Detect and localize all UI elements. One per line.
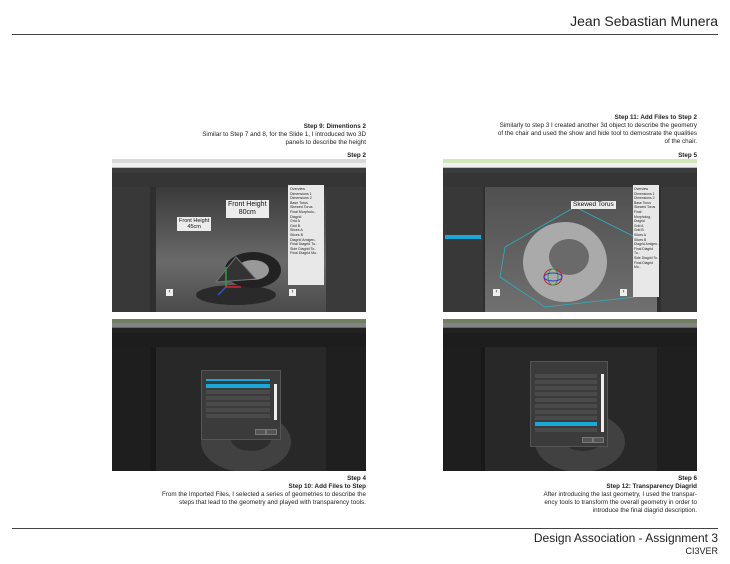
file-row[interactable]: [535, 386, 597, 390]
steps-menu-item[interactable]: Final Diagrid Tu..: [634, 246, 654, 256]
screenshot-step4: [112, 319, 366, 471]
file-row[interactable]: [535, 392, 597, 396]
3d-viewport[interactable]: [485, 187, 657, 312]
file-row[interactable]: [535, 410, 597, 414]
screenshot-step5: [443, 159, 697, 312]
steps-menu-item[interactable]: Skewed Torus: [634, 205, 656, 210]
step9-line1: Similar to Step 7 and 8, for the Slide 1, I introduced two 3D: [202, 131, 366, 138]
steps-menu-item[interactable]: Final Diagrid Mo..: [634, 260, 654, 270]
steps-menu-item[interactable]: Diagrid Amigen..: [634, 242, 659, 247]
screenshot-step2: [112, 159, 366, 312]
steps-menu-item[interactable]: Slices A: [290, 228, 303, 233]
properties-panel: [661, 187, 697, 312]
steps-menu-item[interactable]: Base Torus: [290, 200, 308, 205]
file-row[interactable]: [535, 428, 597, 432]
steps-menu-item[interactable]: Final Diagrid Tu..: [290, 242, 318, 247]
dialog-ok-button[interactable]: [582, 437, 593, 443]
step11-line1: Similarly to step 3 I created another 3d object to describe the geometry: [499, 122, 697, 129]
file-row[interactable]: [535, 416, 597, 420]
steps-menu-item[interactable]: Slices A: [634, 232, 647, 237]
footer-divider: [12, 528, 718, 529]
step12-title: Step 12: Transparency Diagrid: [606, 483, 697, 490]
steps-menu-item[interactable]: Skewed Torus: [290, 205, 313, 210]
steps-menu-item[interactable]: Diagrid: [634, 219, 645, 224]
properties-panel: [326, 187, 366, 312]
step12-caption: [470, 483, 697, 515]
step9-label: Step 2: [347, 152, 366, 159]
app-toolbar: [112, 173, 366, 187]
dialog-cancel-button[interactable]: [593, 437, 604, 443]
file-row[interactable]: [535, 380, 597, 384]
steps-menu-item[interactable]: Final Morpholo..: [290, 209, 316, 214]
file-row-selected[interactable]: [206, 384, 270, 388]
steps-menu-item[interactable]: Slices B: [634, 237, 647, 242]
front-height-80-tag: Front Height 80cm: [228, 201, 267, 216]
step11-label: Step 5: [678, 152, 697, 159]
steps-menu-item[interactable]: Slices B: [290, 232, 303, 237]
steps-menu-item[interactable]: Grid B: [290, 223, 301, 228]
selected-layer[interactable]: [445, 235, 481, 239]
left-sidebar: [112, 187, 150, 312]
next-step-button[interactable]: ›: [620, 289, 627, 296]
step10-line1: From the Imported Files, I selected a series of geometries to describe the: [161, 491, 366, 498]
dialog-progress: [206, 379, 270, 381]
footer-title: Design Association - Assignment 3: [533, 531, 718, 545]
steps-menu-item[interactable]: Side Diagrid To..: [634, 255, 659, 260]
step9-line2: panels to describe the height: [285, 139, 366, 146]
steps-menu-item[interactable]: Overview: [290, 187, 305, 191]
step11-line3: of the chair.: [664, 138, 697, 145]
file-row[interactable]: [535, 404, 597, 408]
screenshot-step6: [443, 319, 697, 471]
step12-label: Step 6: [678, 475, 697, 482]
step12-line1: After introducing the last geometry, I used the transpar-: [543, 491, 697, 498]
dialog-cancel-button[interactable]: [266, 429, 277, 435]
step9-title: Step 9: Dimentions 2: [303, 123, 366, 130]
steps-menu-item[interactable]: Grid A: [634, 223, 644, 228]
step10-title: Step 10: Add Files to Step: [288, 483, 366, 490]
step10-label: Step 4: [347, 475, 366, 482]
steps-menu-item[interactable]: Final Diagrid Mo..: [290, 251, 319, 256]
step11-title: Step 11: Add Files to Step 2: [614, 114, 697, 121]
step11-caption: [420, 114, 697, 146]
file-row[interactable]: [206, 402, 270, 406]
steps-menu-item[interactable]: Overview: [634, 187, 649, 191]
file-row[interactable]: [206, 396, 270, 400]
left-sidebar: [443, 187, 483, 312]
step10-caption: [112, 483, 366, 507]
file-row-selected[interactable]: [535, 422, 597, 426]
steps-menu-item[interactable]: Side Diagrid To..: [290, 246, 317, 251]
steps-menu-item[interactable]: Dimensions 2: [290, 196, 312, 201]
step11-line2: of the chair and used the show and hide tool to demostrate the qualities: [497, 130, 697, 137]
steps-menu-item[interactable]: Dimensions 2: [634, 196, 655, 201]
file-row[interactable]: [535, 398, 597, 402]
file-row[interactable]: [206, 414, 270, 418]
file-row[interactable]: [206, 408, 270, 412]
steps-menu: [633, 185, 659, 297]
step10-line2: steps that lead to the geometry and played with transparency tools.: [179, 499, 366, 506]
dialog-scrollbar[interactable]: [274, 384, 277, 420]
add-files-dialog[interactable]: [201, 370, 281, 440]
steps-menu-item[interactable]: Diagrid Amigen..: [290, 237, 317, 242]
skewed-torus-tag: Skewed Torus: [573, 201, 614, 208]
front-height-45-tag: Front Height 45cm: [179, 218, 210, 230]
steps-menu-item[interactable]: Dimensions 1: [634, 191, 655, 196]
file-row[interactable]: [535, 374, 597, 378]
steps-menu: [288, 185, 324, 285]
steps-menu-item[interactable]: Grid A: [290, 219, 300, 224]
footer-subtitle: CI3VER: [685, 546, 718, 556]
file-row[interactable]: [206, 390, 270, 394]
step12-line2: ency tools to transform the overall geometry in order to: [544, 499, 697, 506]
steps-menu-item[interactable]: Final Morpholog..: [634, 209, 652, 219]
dialog-scrollbar[interactable]: [601, 374, 604, 432]
header-divider: [12, 34, 718, 35]
steps-menu-list: [290, 187, 322, 256]
prev-step-button[interactable]: ‹: [166, 289, 173, 296]
steps-menu-list: [634, 187, 659, 270]
steps-menu-item[interactable]: Base Torus: [634, 200, 651, 205]
steps-menu-item[interactable]: Diagrid: [290, 214, 302, 219]
step9-caption: [150, 123, 366, 147]
author-name: Jean Sebastian Munera: [570, 13, 718, 29]
steps-menu-item[interactable]: Grid B: [634, 228, 644, 233]
steps-menu-item[interactable]: Dimensions 1: [290, 191, 312, 196]
step12-line3: introduce the final diagrid description.: [592, 507, 697, 514]
prev-step-button[interactable]: ‹: [493, 289, 500, 296]
dialog-ok-button[interactable]: [255, 429, 266, 435]
add-files-dialog[interactable]: [530, 361, 608, 447]
next-step-button[interactable]: ›: [289, 289, 296, 296]
